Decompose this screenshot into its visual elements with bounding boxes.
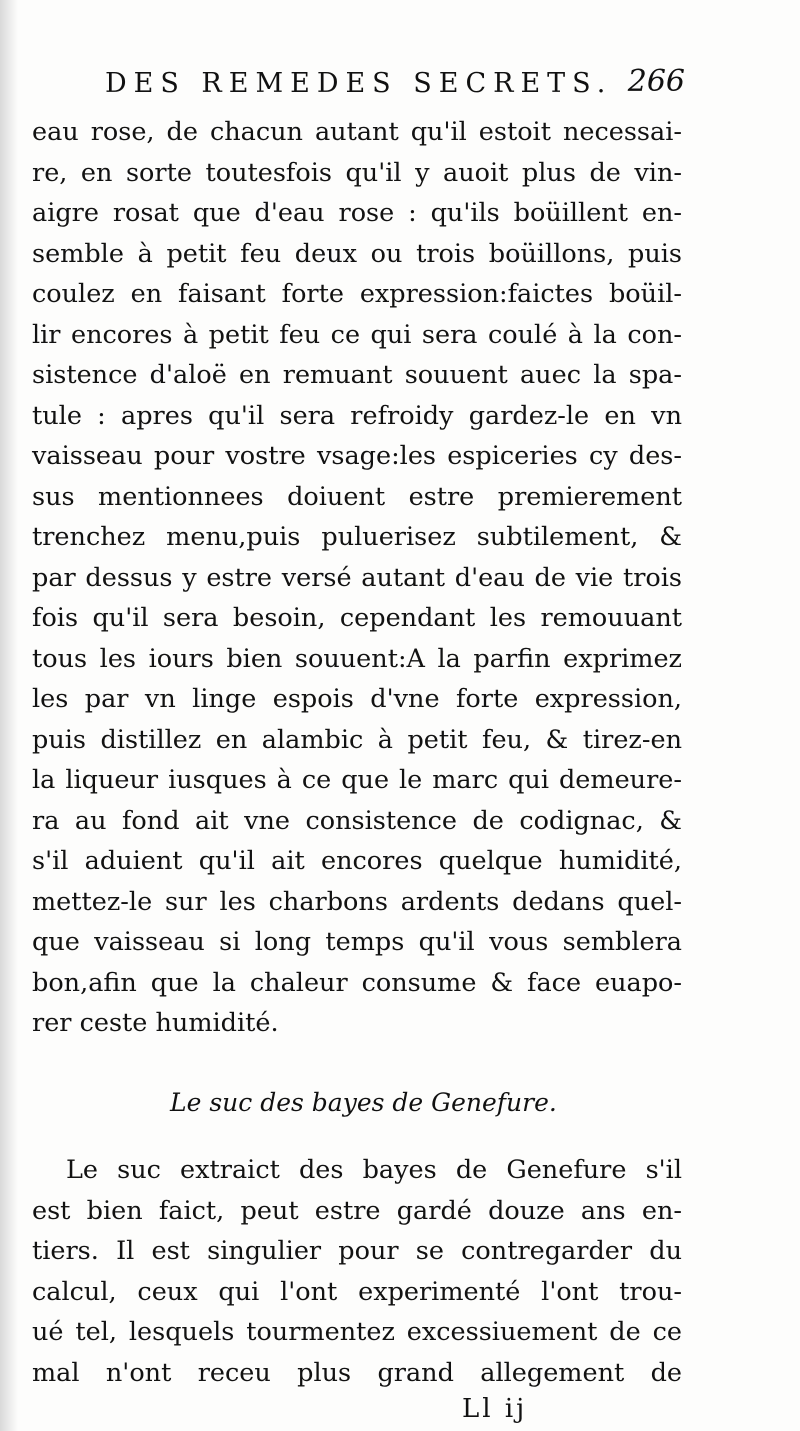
- text-line: mal n'ont receu plus grand allegement de: [32, 1357, 682, 1388]
- section-heading: Le suc des bayes de Genefure.: [170, 1088, 557, 1117]
- text-line: les par vn linge espois d'vne forte expression,: [32, 684, 682, 714]
- text-line: est bien faict, peut estre gardé douze ans en-: [32, 1195, 682, 1226]
- text-line: Le suc extraict des bayes de Genefure s'il: [66, 1155, 682, 1185]
- text-line: par dessus y estre versé autant d'eau de vie trois: [32, 562, 682, 593]
- text-line: sistence d'aloë en remuant souuent auec la spa-: [32, 360, 682, 390]
- text-line: lir encores à petit feu ce qui sera coulé à la con-: [32, 319, 682, 350]
- text-line: puis distillez en alambic à petit feu, & tirez-en: [32, 724, 682, 755]
- text-line: semble à petit feu deux ou trois boüillons, puis: [32, 238, 682, 269]
- text-line: sus mentionnees doiuent estre premierement: [32, 481, 682, 512]
- text-line: re, en sorte toutesfois qu'il y auoit plus de vin-: [32, 157, 682, 188]
- text-line: ué tel, lesquels tourmentez excessiuement de ce: [32, 1317, 682, 1347]
- text-line: tule : apres qu'il sera refroidy gardez-le en vn: [32, 400, 682, 431]
- text-line: mettez-le sur les charbons ardents dedans quel-: [32, 886, 682, 917]
- running-head: [105, 62, 685, 112]
- text-line: aigre rosat que d'eau rose : qu'ils boüillent en-: [32, 198, 682, 228]
- text-line: s'il aduient qu'il ait encores quelque humidité,: [32, 846, 682, 876]
- text-line: ra au fond ait vne consistence de codignac, &: [32, 805, 682, 836]
- text-line: fois qu'il sera besoin, cependant les remouuant: [32, 603, 682, 633]
- text-line: rer ceste humidité.: [32, 1008, 279, 1038]
- paragraph-2: [32, 1150, 682, 1393]
- gutter-shadow: [0, 0, 18, 1431]
- text-line: que vaisseau si long temps qu'il vous semblera: [32, 927, 682, 957]
- text-line: coulez en faisant forte expression:faictes boüil-: [32, 279, 682, 309]
- text-line: tiers. Il est singulier pour se contregarder du: [32, 1236, 682, 1266]
- text-line: la liqueur iusques à ce que le marc qui demeure-: [32, 765, 682, 795]
- text-line: vaisseau pour vostre vsage:les espiceries cy des-: [32, 441, 682, 471]
- text-line: trenchez menu,puis puluerisez subtilement, &: [32, 522, 682, 552]
- page-number: 266: [627, 64, 685, 99]
- text-line: bon,afin que la chaleur consume & face euapo-: [32, 967, 682, 998]
- text-line: calcul, ceux qui l'ont experimenté l'ont trou-: [32, 1276, 682, 1307]
- paragraph-1: [32, 112, 682, 1044]
- text-line: tous les iours bien souuent:A la parfin exprimez: [32, 643, 682, 674]
- signature-mark: Ll ij: [462, 1394, 528, 1424]
- text-line: eau rose, de chacun autant qu'il estoit necessai-: [32, 117, 682, 147]
- running-title: DES REMEDES SECRETS.: [105, 68, 613, 99]
